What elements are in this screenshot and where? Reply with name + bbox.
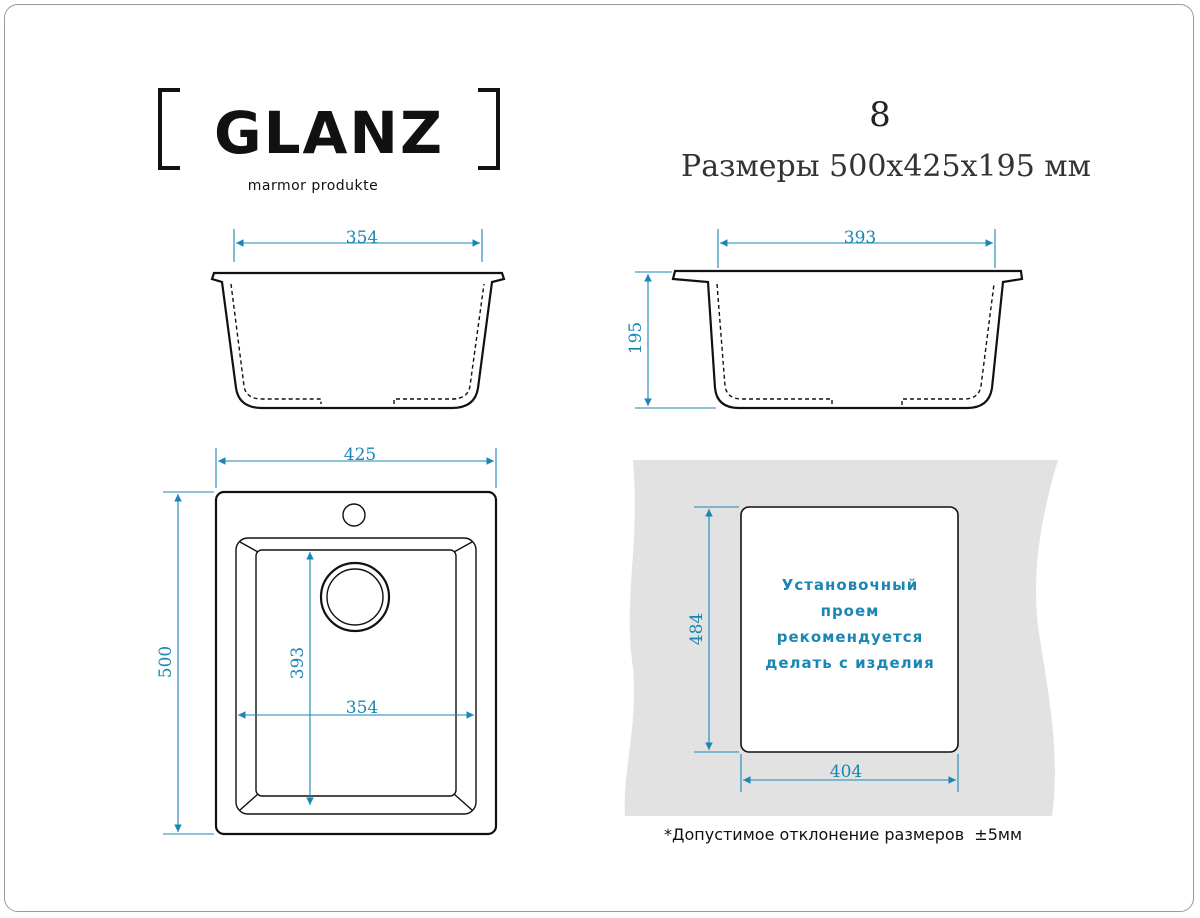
dim-top-length: 500	[156, 645, 176, 679]
drain-outer	[321, 563, 389, 631]
front-section-view	[212, 228, 504, 408]
bowl-corner-line	[454, 794, 472, 810]
overall-sizes: Размеры 500х425х195 мм	[681, 149, 1091, 184]
cutout-note-line: делать с изделия	[765, 654, 935, 672]
drain-inner	[327, 569, 383, 625]
dim-front-width: 354	[345, 228, 379, 248]
cutout-note-line: проем	[820, 602, 880, 620]
cutout-note-line: рекомендуется	[776, 628, 924, 646]
dim-bowl-width: 354	[345, 698, 379, 718]
top-view	[156, 445, 496, 834]
model-number: 8	[869, 95, 891, 135]
countertop-cutout-view	[625, 460, 1058, 816]
dim-height: 195	[626, 321, 646, 355]
tolerance-footnote: *Допустимое отклонение размеров ±5мм	[663, 825, 1023, 844]
glanz-logo	[160, 90, 498, 194]
sink-side-inner-profile	[717, 284, 994, 405]
cutout-note-line: Установочный	[781, 576, 919, 594]
logo-bracket-right	[478, 90, 498, 168]
bowl-corner-line	[240, 794, 258, 810]
dim-cutout-length: 484	[687, 612, 707, 646]
dim-cutout-width: 404	[829, 762, 863, 782]
sink-side-profile	[673, 271, 1022, 408]
faucet-hole	[343, 504, 365, 526]
dim-side-width: 393	[843, 228, 877, 248]
sink-outer-rim	[216, 492, 496, 834]
logo-bracket-left	[160, 90, 180, 168]
logo-tagline: marmor produkte	[247, 178, 379, 194]
sink-profile	[212, 273, 504, 408]
logo-brand: GLANZ	[213, 99, 445, 167]
bowl-bottom	[256, 550, 456, 796]
side-section-view	[626, 228, 1022, 408]
bowl-edge	[236, 538, 476, 814]
bowl-corner-line	[240, 542, 258, 552]
bowl-corner-line	[454, 542, 472, 552]
dim-bowl-length: 393	[288, 646, 308, 680]
sink-inner-profile	[231, 284, 484, 404]
dim-top-width: 425	[343, 445, 377, 465]
